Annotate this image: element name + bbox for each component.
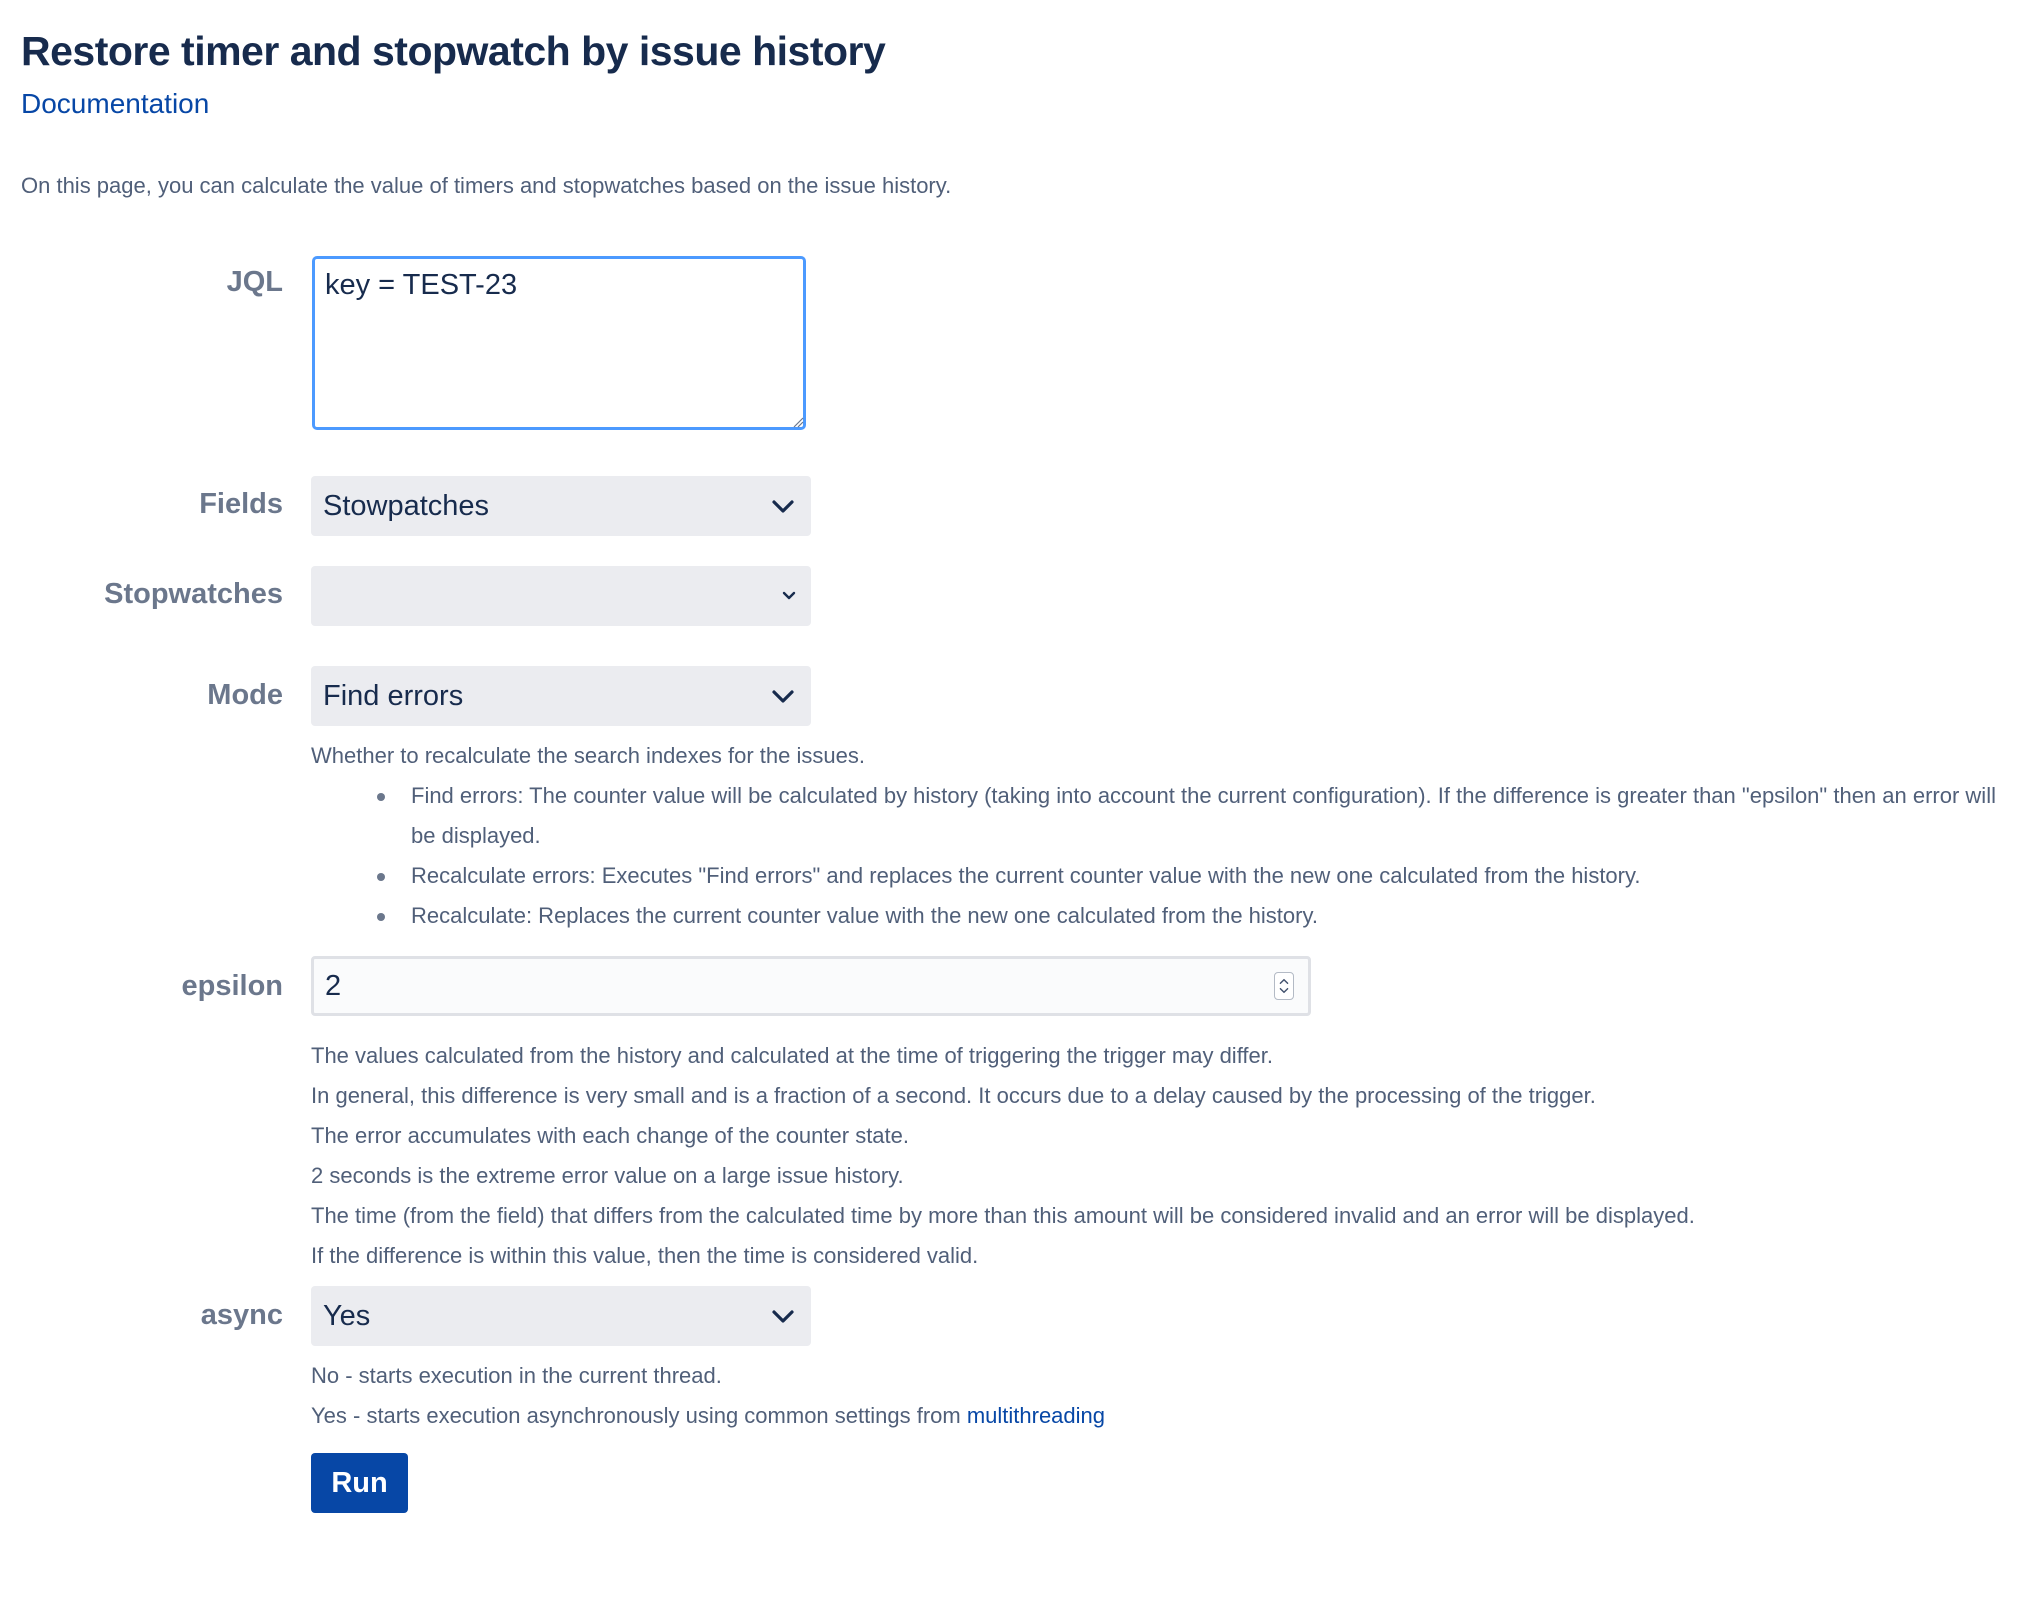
page-intro: On this page, you can calculate the value of timers and stopwatches based on the issue history. [21, 173, 952, 198]
mode-option-find-errors: Find errors: The counter value will be calculated by history (taking into account the current configuration). If the difference is greater than "epsilon" then an error will be displayed. [381, 776, 2021, 856]
chevron-down-icon [769, 492, 797, 520]
chevron-down-icon [769, 1302, 797, 1330]
epsilon-label: epsilon [181, 970, 283, 1002]
epsilon-value: 2 [325, 970, 342, 1002]
epsilon-help-line: In general, this difference is very small and is a fraction of a second. It occurs due to a delay caused by the processing of the trigger. [311, 1083, 1596, 1108]
async-help-yes [311, 1396, 1105, 1436]
run-button[interactable]: Run [311, 1453, 408, 1513]
mode-help: Whether to recalculate the search indexes for the issues. [311, 743, 865, 768]
mode-select[interactable] [311, 666, 811, 726]
async-help-yes-text: Yes - starts execution asynchronously using common settings from [311, 1403, 967, 1428]
epsilon-help-line: If the difference is within this value, then the time is considered valid. [311, 1243, 979, 1268]
multithreading-link[interactable]: multithreading [966, 1403, 1106, 1428]
page-title: Restore timer and stopwatch by issue history [21, 28, 886, 74]
async-help [311, 1356, 1105, 1436]
chevron-down-icon [781, 588, 797, 604]
mode-option-recalculate-errors: Recalculate errors: Executes "Find errors" and replaces the current counter value with the new one calculated from the history. [381, 856, 2021, 896]
fields-label: Fields [199, 488, 283, 520]
jql-textarea[interactable] [312, 256, 806, 430]
mode-option-recalculate: Recalculate: Replaces the current counter value with the new one calculated from the history. [381, 896, 2021, 936]
epsilon-help-line: The error accumulates with each change of the counter state. [311, 1123, 909, 1148]
chevron-down-icon [769, 682, 797, 710]
fields-select-value: Stowpatches [323, 490, 490, 522]
stopwatches-label: Stopwatches [104, 578, 283, 610]
async-select-value: Yes [323, 1300, 371, 1332]
async-help-no: No - starts execution in the current thread. [311, 1363, 722, 1388]
epsilon-help-line: The time (from the field) that differs from the calculated time by more than this amount will be considered invalid and an error will be displayed. [311, 1203, 1695, 1228]
number-stepper-icon[interactable] [1274, 972, 1294, 1000]
epsilon-help-line: The values calculated from the history and calculated at the time of triggering the trigger may differ. [311, 1043, 1273, 1068]
async-label: async [200, 1299, 283, 1331]
mode-select-value: Find errors [323, 680, 464, 712]
async-select[interactable] [311, 1286, 811, 1346]
epsilon-help-line: 2 seconds is the extreme error value on a large issue history. [311, 1163, 904, 1188]
documentation-link[interactable]: Documentation [21, 88, 210, 119]
jql-label: JQL [226, 266, 283, 298]
stopwatches-select[interactable] [311, 566, 811, 626]
epsilon-input[interactable] [311, 956, 1311, 1016]
resize-grip-icon[interactable] [792, 416, 804, 428]
mode-options-list [381, 776, 2021, 936]
epsilon-help [311, 1036, 1695, 1276]
fields-select[interactable] [311, 476, 811, 536]
mode-label: Mode [207, 679, 283, 711]
